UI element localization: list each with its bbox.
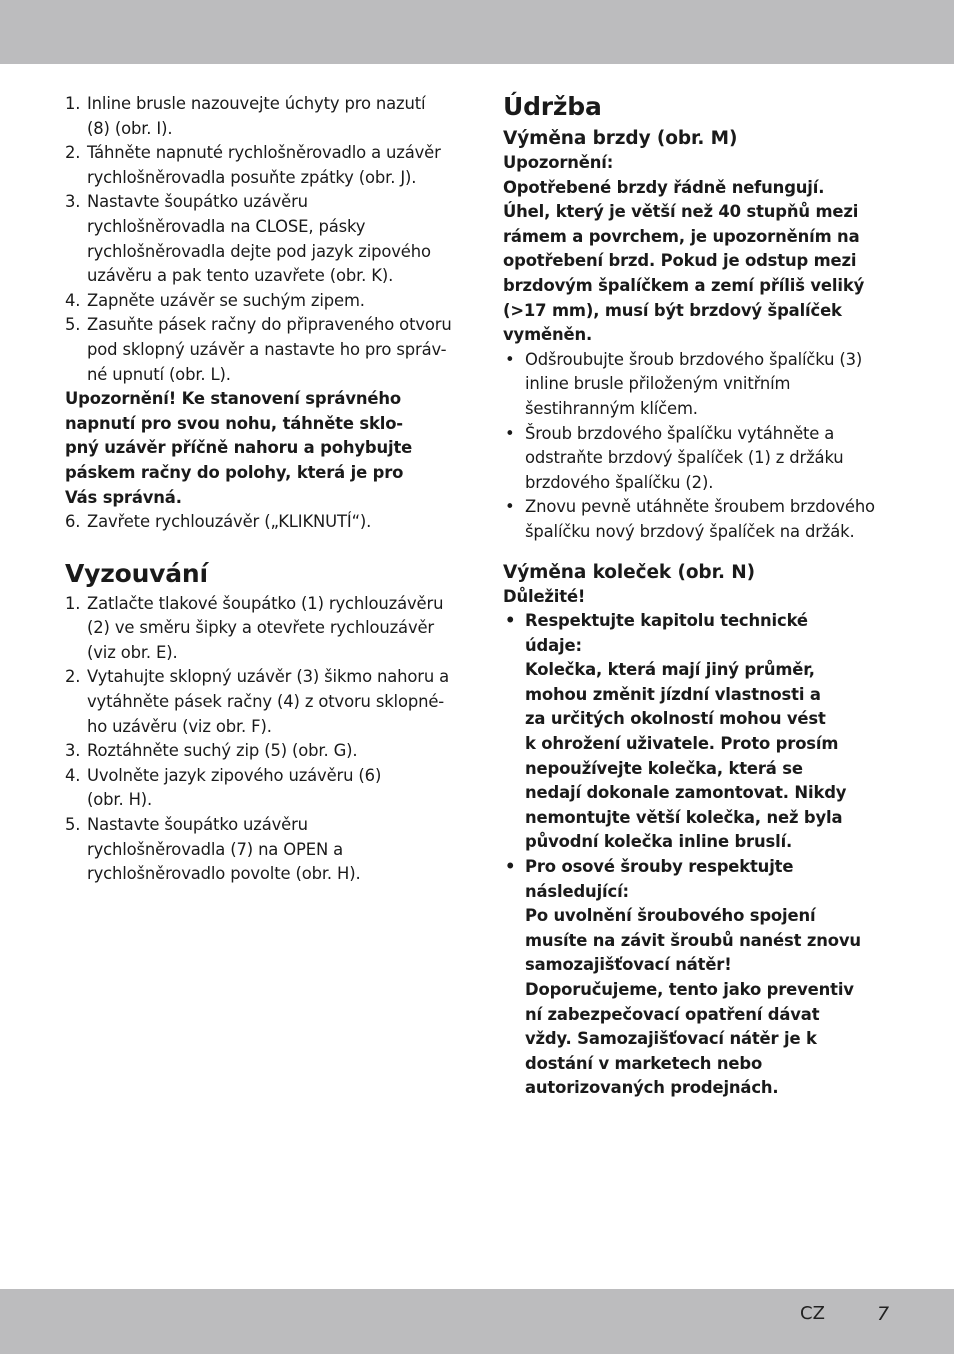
bullet: • (505, 857, 516, 877)
page-number: 7 (877, 1303, 890, 1325)
footer-language: CZ (800, 1303, 825, 1324)
wheels-points (503, 609, 895, 1101)
step-text: Nastavte šoupátko uzávěru rychlošněrovadla (7) na OPEN a rychlošněrovadlo povolte (obr. H). (87, 815, 361, 884)
list-item (503, 855, 895, 1101)
step-text: Roztáhněte suchý zip (5) (obr. G). (87, 741, 358, 761)
maintenance-heading: Údržba (503, 92, 602, 121)
bullet: • (505, 497, 515, 517)
list-item (503, 348, 895, 422)
right-column (503, 92, 895, 1101)
bullet: • (505, 423, 515, 443)
step-text: Inline brusle nazouvejte úchyty pro nazutí (8) (obr. I). (87, 94, 426, 138)
step-text: Zasuňte pásek račny do připraveného otvoru pod sklopný uzávěr a nastavte ho pro správ- né upnutí (obr. L). (87, 315, 452, 384)
list-item (503, 422, 895, 496)
list-item: 3. Nastavte šoupátko uzávěru rychlošněrovadla na CLOSE, pásky rychlošněrovadla dejte pod jazyk zipového uzávěru a pak tento uzavřete (obr. K). (65, 192, 431, 286)
header-band (0, 0, 954, 64)
list-item: 5. Zasuňte pásek račny do připraveného otvoru pod sklopný uzávěr a nastavte ho pro správ- né upnutí (obr. L). (65, 315, 452, 384)
tension-warning: Upozornění! Ke stanovení správného napnutí pro svou nohu, táhněte sklo- pný uzávěr příčně nahoru a pohybujte páskem račny do polohy, která je pro Vás správná. (65, 389, 413, 507)
step-text: Zatlačte tlakové šoupátko (1) rychlouzávěru (2) ve směru šipky a otevřete rychlouzávěr (viz obr. E). (87, 593, 444, 662)
point-text: Respektujte kapitolu technické údaje: Kolečka, která mají jiný průměr, mohou změnit jízdní vlastnosti a za určitých okolností mohou vést k ohrožení uživatele. Proto prosím nepoužívejte kolečka, která se nedají dokonale zamontovat. Nikdy nemontujte větší kolečka, než byla původní kolečka inline bruslí. (525, 611, 847, 852)
step-text: Šroub brzdového špalíčku vytáhněte a odstraňte brzdový špalíček (1) z držáku brzdového špalíčku (2). (525, 423, 844, 492)
list-item: 5. Nastavte šoupátko uzávěru rychlošněrovadla (7) na OPEN a rychlošněrovadlo povolte (obr. H). (65, 815, 361, 884)
wheels-heading: Výměna koleček (obr. N) (503, 561, 755, 583)
point-text: Pro osové šrouby respektujte následující: Po uvolnění šroubového spojení musíte na závit šroubů nanést znovu samozajišťovací nátěr! Doporučujeme, tento jako preventiv ní zabezpečovací opatření dávat vždy. Samozajišťovací nátěr je k dostání v marketech nebo autorizovaných prodejnách. (525, 857, 861, 1098)
list-item: 2. Táhněte napnuté rychlošněrovadlo a uzávěr rychlošněrovadla posuňte zpátky (obr. J). (65, 143, 441, 187)
list-item: 3. Roztáhněte suchý zip (5) (obr. G). (65, 741, 358, 761)
important-label: Důležité! (503, 586, 586, 606)
brake-steps (503, 348, 895, 545)
step-text: Nastavte šoupátko uzávěru rychlošněrovadla na CLOSE, pásky rychlošněrovadla dejte pod jazyk zipového uzávěru a pak tento uzavřete (obr. K). (87, 192, 431, 286)
list-item: 1. Inline brusle nazouvejte úchyty pro nazutí (8) (obr. I). (65, 94, 426, 138)
step-text: Vytahujte sklopný uzávěr (3) šikmo nahoru a vytáhněte pásek račny (4) z otvoru sklopné- ho uzávěru (viz obr. F). (87, 667, 450, 736)
list-item (503, 495, 895, 544)
list-item: 4. Uvolněte jazyk zipového uzávěru (6) (obr. H). (65, 765, 382, 810)
step-text: Znovu pevně utáhněte šroubem brzdového špalíčku nový brzdový špalíček na držák. (525, 497, 875, 541)
removal-steps (65, 592, 457, 887)
list-item (503, 609, 895, 855)
brake-note-text: Opotřebené brzdy řádně nefungují. Úhel, který je větší než 40 stupňů mezi rámem a povrchem, je upozorněním na opotřebení brzd. Pokud je odstup mezi brzdovým špalíčkem a zemí příliš veliký (>17 mm), musí být brzdový špalíček vyměněn. (503, 177, 865, 345)
bullet: • (505, 611, 516, 631)
removal-heading: Vyzouvání (65, 558, 208, 588)
bullet: • (505, 349, 515, 369)
list-item: 6. Zavřete rychlouzávěr („KLIKNUTÍ“). (65, 512, 372, 532)
putting-on-steps (65, 92, 457, 387)
brake-heading: Výměna brzdy (obr. M) (503, 128, 738, 149)
list-item: 2. Vytahujte sklopný uzávěr (3) šikmo nahoru a vytáhněte pásek račny (4) z otvoru sklopné- ho uzávěru (viz obr. F). (65, 667, 450, 736)
step-text: Zapněte uzávěr se suchým zipem. (87, 290, 365, 310)
step-text: Odšroubujte šroub brzdového špalíčku (3) inline brusle přiloženým vnitřním šestihranným klíčem. (525, 349, 863, 418)
step-text: Táhněte napnuté rychlošněrovadlo a uzávěr rychlošněrovadla posuňte zpátky (obr. J). (87, 143, 441, 187)
brake-note-label: Upozornění: (503, 153, 614, 172)
list-item: 1. Zatlačte tlakové šoupátko (1) rychlouzávěru (2) ve směru šipky a otevřete rychlouzávěr (viz obr. E). (65, 593, 444, 662)
left-column (65, 92, 457, 887)
step-text: Zavřete rychlouzávěr („KLIKNUTÍ“). (87, 512, 372, 532)
step-text: Uvolněte jazyk zipového uzávěru (6) (obr. H). (87, 765, 382, 810)
list-item: 4. Zapněte uzávěr se suchým zipem. (65, 290, 365, 310)
